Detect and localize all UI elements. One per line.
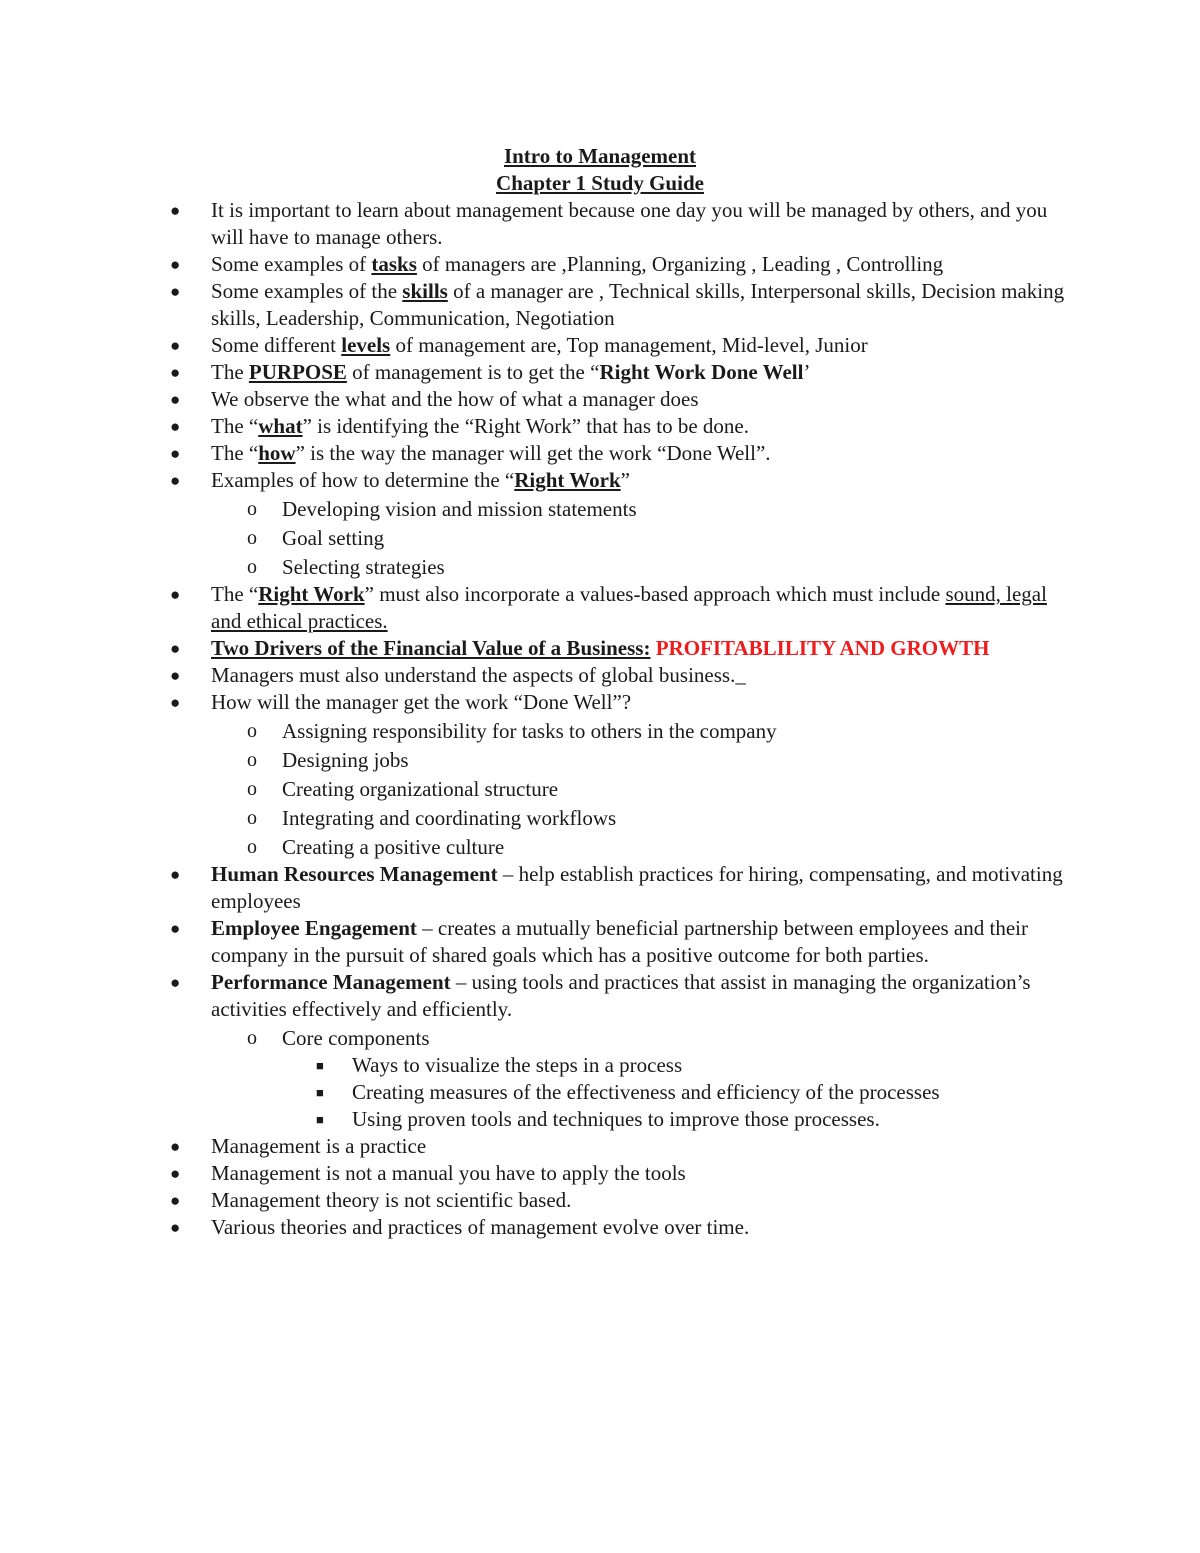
- document-title: Intro to Management: [503, 144, 697, 168]
- list-item: ● Some different levels of management are, Top management, Mid-level, Junior: [170, 333, 868, 357]
- bullet-icon: ●: [170, 693, 181, 712]
- circle-bullet-icon: o: [247, 720, 257, 742]
- bullet-icon: ●: [170, 666, 181, 685]
- bullet-icon: ●: [170, 201, 181, 220]
- bullet-icon: ●: [170, 471, 181, 490]
- bullet-icon: ●: [170, 336, 181, 355]
- bullet-icon: ●: [170, 363, 181, 382]
- emphasis-text: Right Work Done Well: [599, 360, 804, 384]
- bullet-icon: ●: [170, 919, 181, 938]
- sub-list-item: o Assigning responsibility for tasks to others in the company: [247, 719, 777, 743]
- list-item: ● It is important to learn about management because one day you will be managed by others, and you will have to manage others.: [170, 198, 1048, 249]
- circle-bullet-icon: o: [247, 778, 257, 800]
- circle-bullet-icon: o: [247, 807, 257, 829]
- bullet-icon: ●: [170, 444, 181, 463]
- bullet-icon: ●: [170, 639, 181, 658]
- sub-sub-list-item: ■ Ways to visualize the steps in a process: [316, 1053, 683, 1077]
- circle-bullet-icon: o: [247, 749, 257, 771]
- sub-list-item: o Creating organizational structure: [247, 777, 559, 801]
- keyword: PURPOSE: [248, 360, 347, 384]
- keyword: tasks: [371, 252, 417, 276]
- bullet-icon: ●: [170, 1191, 181, 1210]
- bullet-icon: ●: [170, 1137, 181, 1156]
- circle-bullet-icon: o: [247, 527, 257, 549]
- square-bullet-icon: ■: [316, 1112, 324, 1127]
- term: Performance Management: [211, 970, 451, 994]
- highlight-text: PROFITABLILITY AND GROWTH: [650, 636, 990, 660]
- keyword: Two Drivers of the Financial Value of a Business:: [211, 636, 651, 660]
- sub-list-item: o Core components: [247, 1026, 430, 1050]
- circle-bullet-icon: o: [247, 498, 257, 520]
- keyword: what: [258, 414, 303, 438]
- square-bullet-icon: ■: [316, 1085, 324, 1100]
- bullet-icon: ●: [170, 282, 181, 301]
- list-item: ● The “what” is identifying the “Right Work” that has to be done.: [170, 414, 749, 438]
- list-item: ● The PURPOSE of management is to get the “Right Work Done Well’: [170, 360, 811, 384]
- bullet-icon: ●: [170, 1218, 181, 1237]
- list-item: ● Some examples of the skills of a manager are , Technical skills, Interpersonal skills, Decision making skills, Leadership, Communication, Negotiation: [170, 279, 1065, 330]
- circle-bullet-icon: o: [247, 836, 257, 858]
- bullet-icon: ●: [170, 973, 181, 992]
- list-item: ● Managers must also understand the aspects of global business._: [170, 663, 746, 687]
- list-item: ● Employee Engagement – creates a mutually beneficial partnership between employees and their company in the pursuit of shared goals which has a positive outcome for both parties.: [170, 916, 1028, 967]
- sub-list-item: o Creating a positive culture: [247, 835, 505, 859]
- list-item: ● Management is a practice: [170, 1134, 427, 1158]
- list-item: ● Examples of how to determine the “Right Work”: [170, 468, 630, 492]
- bullet-icon: ●: [170, 255, 181, 274]
- bullet-icon: ●: [170, 865, 181, 884]
- sub-list-item: o Integrating and coordinating workflows: [247, 806, 617, 830]
- sub-list-item: o Developing vision and mission statements: [247, 497, 637, 521]
- sub-list-item: o Designing jobs: [247, 748, 409, 772]
- keyword: Right Work: [258, 582, 365, 606]
- list-item: [0, 635, 1200, 662]
- list-item: ● We observe the what and the how of what a manager does: [170, 387, 699, 411]
- sub-sub-list-item: ■ Using proven tools and techniques to improve those processes.: [316, 1107, 880, 1131]
- list-item: ● Some examples of tasks of managers are ,Planning, Organizing , Leading , Controlling: [170, 252, 944, 276]
- keyword: levels: [341, 333, 391, 357]
- sub-list-item: o Selecting strategies: [247, 555, 445, 579]
- list-item: ● How will the manager get the work “Done Well”?: [170, 690, 632, 714]
- list-item: ● Management theory is not scientific based.: [170, 1188, 572, 1212]
- list-item: ● The “how” is the way the manager will get the work “Done Well”.: [170, 441, 771, 465]
- document-subtitle: Chapter 1 Study Guide: [496, 171, 704, 195]
- sub-sub-list-item: ■ Creating measures of the effectiveness and efficiency of the processes: [316, 1080, 940, 1104]
- document-body: [0, 143, 1200, 1241]
- bullet-list: [0, 197, 1200, 1241]
- bullet-icon: ●: [170, 1164, 181, 1183]
- bullet-icon: ●: [170, 585, 181, 604]
- term: Employee Engagement: [211, 916, 417, 940]
- keyword: Right Work: [514, 468, 621, 492]
- bullet-icon: ●: [170, 417, 181, 436]
- keyword: how: [258, 441, 296, 465]
- circle-bullet-icon: o: [247, 1027, 257, 1049]
- bullet-icon: ●: [170, 390, 181, 409]
- square-bullet-icon: ■: [316, 1058, 324, 1073]
- list-item: ● The “Right Work” must also incorporate a values-based approach which must include sound, legal and ethical practices.: [170, 582, 1047, 633]
- keyword: skills: [402, 279, 448, 303]
- circle-bullet-icon: o: [247, 556, 257, 578]
- list-item: ● Management is not a manual you have to apply the tools: [170, 1161, 686, 1185]
- term: Human Resources Management: [211, 862, 498, 886]
- list-item: ● Performance Management – using tools and practices that assist in managing the organization’s activities effectively and efficiently.: [170, 970, 1031, 1021]
- sub-list-item: o Goal setting: [247, 526, 385, 550]
- list-item: ● Human Resources Management – help establish practices for hiring, compensating, and motivating employees: [170, 862, 1063, 913]
- list-item: ● Various theories and practices of management evolve over time.: [170, 1215, 750, 1239]
- underlined-text: sound, legal and ethical practices.: [211, 582, 1047, 633]
